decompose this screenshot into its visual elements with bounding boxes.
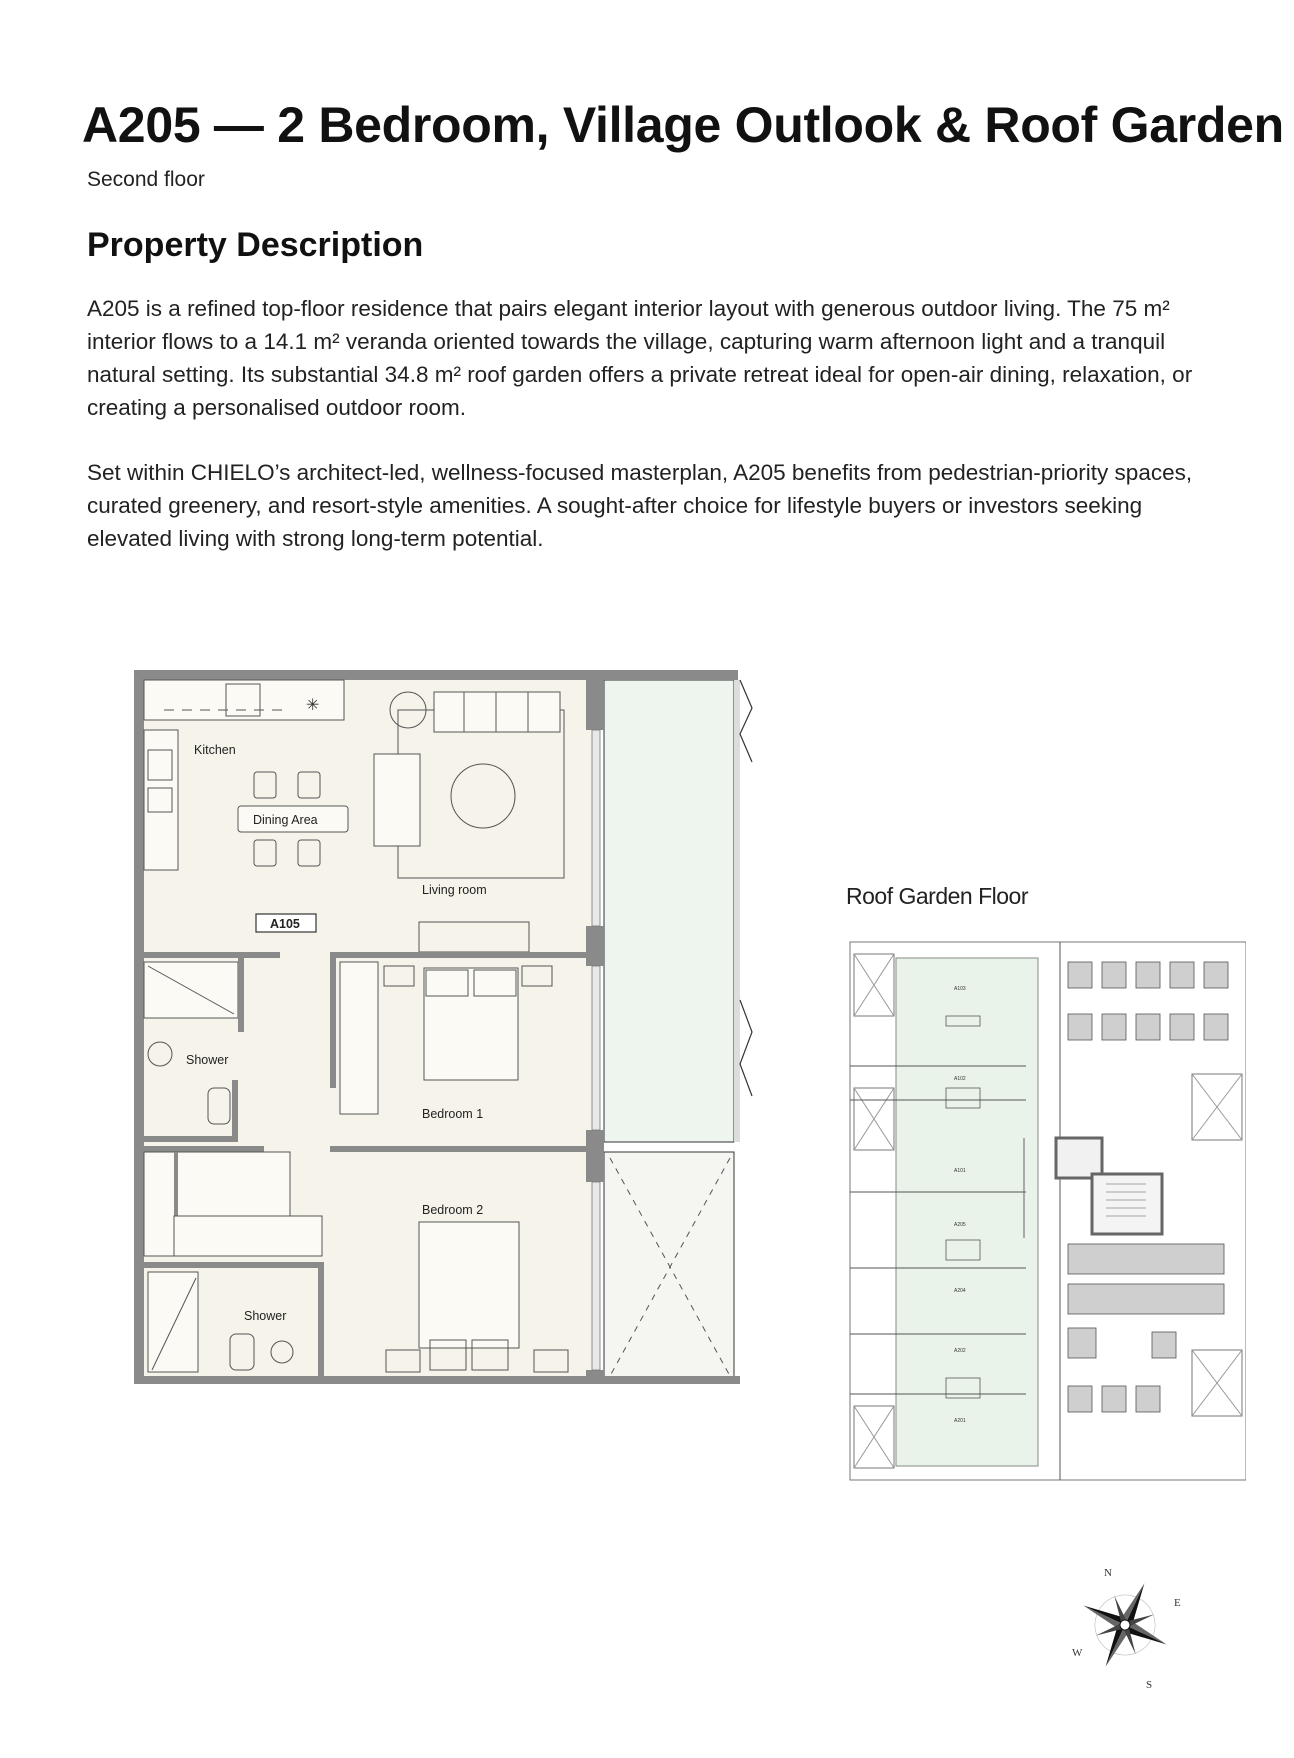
description-heading: Property Description bbox=[87, 226, 424, 264]
roof-unit-label-4: A205 bbox=[954, 1222, 966, 1228]
compass-e: E bbox=[1174, 1597, 1181, 1609]
compass-n: N bbox=[1104, 1567, 1112, 1579]
roof-garden-plan bbox=[846, 938, 1246, 1486]
unit-tag-label: A105 bbox=[270, 917, 300, 931]
shower-2-label: Shower bbox=[244, 1309, 287, 1323]
description-paragraph-2: Set within CHIELO’s architect-led, wellness-focused masterplan, A205 benefits from pedestrian-priority spaces, curated greenery, and resort-style amenities. A sought-after choice for lifestyle buyers or investors seeking elevated living with strong long-term potential. bbox=[87, 460, 1193, 551]
roof-unit-label-7: A201 bbox=[954, 1418, 966, 1424]
roof-unit-label-2: A102 bbox=[954, 1076, 966, 1082]
floor-subtitle: Second floor bbox=[87, 168, 205, 191]
bedroom-1-label: Bedroom 1 bbox=[422, 1107, 484, 1121]
roof-garden-title: Roof Garden Floor bbox=[846, 883, 1028, 909]
roof-unit-label-1: A103 bbox=[954, 986, 966, 992]
page-title: A205 — 2 Bedroom, Village Outlook & Roof Garden bbox=[82, 97, 1284, 153]
description-paragraph-1: A205 is a refined top-floor residence that pairs elegant interior layout with generous outdoor living. The 75 m² interior flows to a 14.1 m² veranda oriented towards the village, capturing warm afternoon light and a tranquil natural setting. Its substantial 34.8 m² roof garden offers a private retreat ideal for open-air dining, relaxation, or creating a personalised outdoor room. bbox=[87, 296, 1193, 420]
compass-s: S bbox=[1146, 1679, 1153, 1690]
shower-1-label: Shower bbox=[186, 1053, 229, 1067]
kitchen-label: Kitchen bbox=[194, 743, 236, 757]
roof-unit-label-3: A101 bbox=[954, 1168, 966, 1174]
bedroom-2-label: Bedroom 2 bbox=[422, 1203, 484, 1217]
floor-plan bbox=[134, 670, 774, 1386]
dining-area-label: Dining Area bbox=[253, 813, 318, 827]
svg-text:✳: ✳ bbox=[306, 697, 320, 714]
compass-w: W bbox=[1072, 1647, 1083, 1659]
compass-rose bbox=[1060, 1560, 1190, 1690]
roof-unit-label-6: A202 bbox=[954, 1348, 966, 1354]
living-room-label: Living room bbox=[422, 883, 487, 897]
roof-unit-label-5: A204 bbox=[954, 1288, 966, 1294]
